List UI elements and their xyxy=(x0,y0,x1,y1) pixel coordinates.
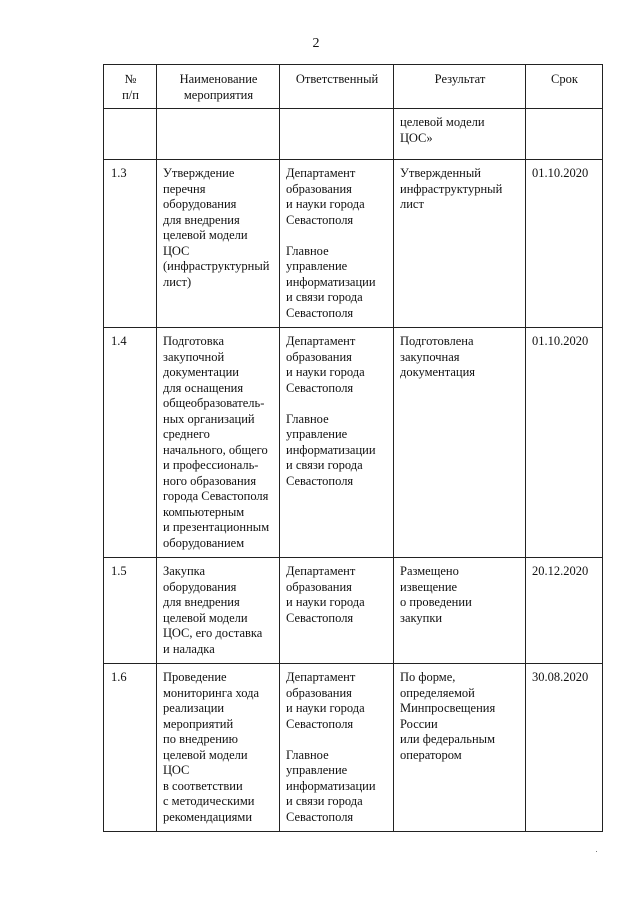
table-row xyxy=(104,328,603,558)
cell-name: Закупка оборудования для внедрения целевой модели ЦОС, его доставка и наладка xyxy=(157,558,280,664)
cell-deadline: 30.08.2020 xyxy=(526,664,603,832)
header-responsible: Ответственный xyxy=(280,65,394,109)
header-number: № п/п xyxy=(104,65,157,109)
header-name: Наименование мероприятия xyxy=(157,65,280,109)
cell-name: Подготовка закупочной документации для оснащения общеобразователь- ных организаций среднего начального, общего и профессиональ- ного образования города Севастополя компьютерным и презентационным оборудованием xyxy=(157,328,280,558)
cell-deadline xyxy=(526,109,603,160)
cell-number xyxy=(104,109,157,160)
cell-responsible: Департамент образования и науки города Севастополя Главное управление информатизации и связи города Севастополя xyxy=(280,328,394,558)
table-row xyxy=(104,558,603,664)
header-result: Результат xyxy=(394,65,526,109)
cell-result: Размещено извещение о проведении закупки xyxy=(394,558,526,664)
scan-speck xyxy=(596,851,597,852)
cell-responsible: Департамент образования и науки города Севастополя Главное управление информатизации и связи города Севастополя xyxy=(280,664,394,832)
table-row-continuation xyxy=(104,109,603,160)
cell-result: целевой модели ЦОС» xyxy=(394,109,526,160)
cell-result: Утвержденный инфраструктурный лист xyxy=(394,160,526,328)
page-number: 2 xyxy=(312,36,320,51)
cell-number: 1.4 xyxy=(104,328,157,558)
cell-responsible xyxy=(280,109,394,160)
table-row xyxy=(104,160,603,328)
cell-responsible: Департамент образования и науки города Севастополя Главное управление информатизации и связи города Севастополя xyxy=(280,160,394,328)
table-header-row xyxy=(104,65,603,109)
cell-number: 1.5 xyxy=(104,558,157,664)
table-row xyxy=(104,664,603,832)
cell-name: Проведение мониторинга хода реализации мероприятий по внедрению целевой модели ЦОС в соответствии с методическими рекомендациями xyxy=(157,664,280,832)
header-deadline: Срок xyxy=(526,65,603,109)
cell-number: 1.6 xyxy=(104,664,157,832)
cell-name: Утверждение перечня оборудования для внедрения целевой модели ЦОС (инфраструктурный лист) xyxy=(157,160,280,328)
cell-deadline: 01.10.2020 xyxy=(526,160,603,328)
cell-deadline: 01.10.2020 xyxy=(526,328,603,558)
action-plan-table xyxy=(103,64,603,832)
cell-name xyxy=(157,109,280,160)
cell-number: 1.3 xyxy=(104,160,157,328)
cell-responsible: Департамент образования и науки города Севастополя xyxy=(280,558,394,664)
cell-result: По форме, определяемой Минпросвещения России или федеральным оператором xyxy=(394,664,526,832)
cell-result: Подготовлена закупочная документация xyxy=(394,328,526,558)
cell-deadline: 20.12.2020 xyxy=(526,558,603,664)
